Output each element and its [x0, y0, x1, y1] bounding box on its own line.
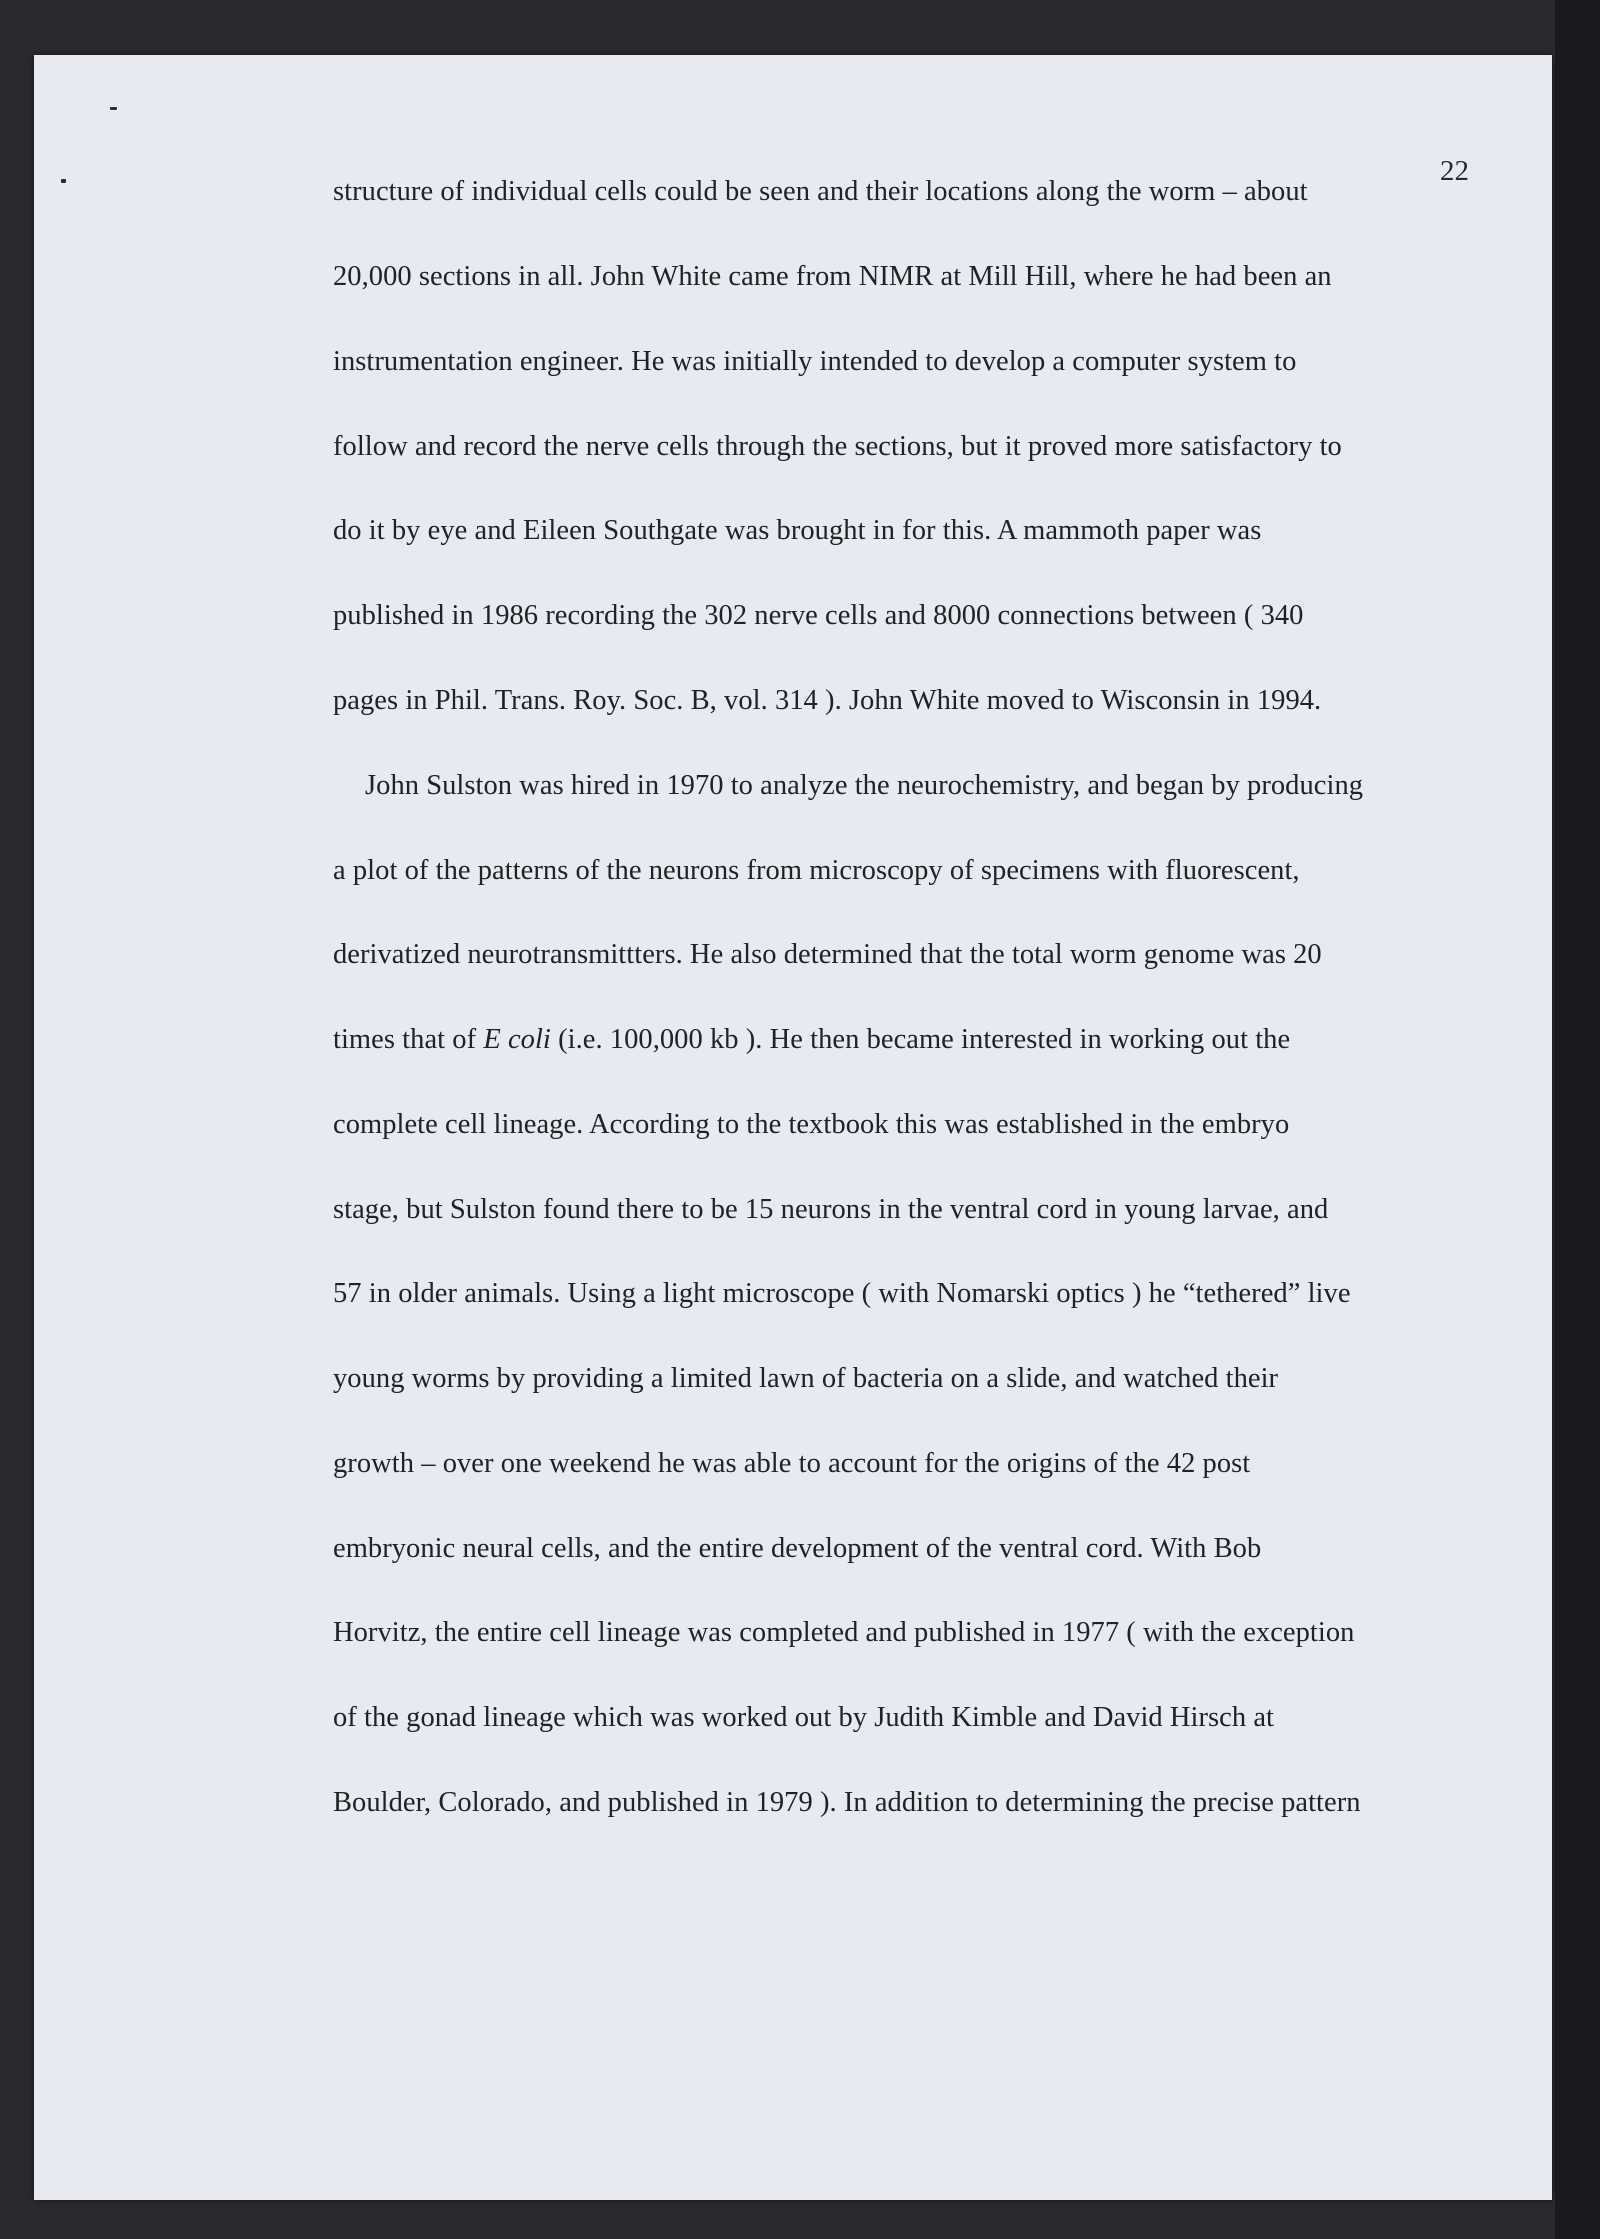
text-line-2: 20,000 sections in all. John White came from NIMR at Mill Hill, where he had been an [333, 261, 1332, 292]
text-line-17: embryonic neural cells, and the entire development of the ventral cord. With Bob [333, 1533, 1262, 1564]
text-line-14: 57 in older animals. Using a light microscope ( with Nomarski optics ) he “tethered” live [333, 1278, 1351, 1309]
text-line-13: stage, but Sulston found there to be 15 neurons in the ventral cord in young larvae, and [333, 1194, 1329, 1225]
text-line-5: do it by eye and Eileen Southgate was brought in for this. A mammoth paper was [333, 515, 1262, 546]
text-line-16: growth – over one weekend he was able to account for the origins of the 42 post [333, 1448, 1251, 1479]
text-line-11 [333, 1020, 1290, 1060]
text-line-4: follow and record the nerve cells through the sections, but it proved more satisfactory to [333, 431, 1342, 462]
page-number: 22 [1440, 155, 1469, 187]
text-line-1: structure of individual cells could be seen and their locations along the worm – about [333, 176, 1308, 207]
scan-backdrop [1555, 0, 1600, 2239]
text-line-10: derivatized neurotransmittters. He also determined that the total worm genome was 20 [333, 939, 1322, 970]
text-line-18: Horvitz, the entire cell lineage was completed and published in 1977 ( with the exception [333, 1617, 1355, 1648]
paper-speck [110, 107, 117, 110]
text-run: (i.e. 100,000 kb ). He then became interested in working out the [550, 1024, 1291, 1055]
text-line-8: John Sulston was hired in 1970 to analyze the neurochemistry, and began by producing [365, 770, 1364, 801]
species-name-italic: E coli [483, 1024, 551, 1055]
text-line-7: pages in Phil. Trans. Roy. Soc. B, vol. 314 ). John White moved to Wisconsin in 1994. [333, 685, 1322, 716]
text-line-9: a plot of the patterns of the neurons from microscopy of specimens with fluorescent, [333, 855, 1300, 886]
document-page [34, 55, 1552, 2200]
text-line-20: Boulder, Colorado, and published in 1979 ). In addition to determining the precise pattern [333, 1787, 1361, 1818]
text-line-6: published in 1986 recording the 302 nerve cells and 8000 connections between ( 340 [333, 600, 1304, 631]
text-line-12: complete cell lineage. According to the textbook this was established in the embryo [333, 1109, 1290, 1140]
paper-speck [61, 179, 66, 183]
text-line-3: instrumentation engineer. He was initially intended to develop a computer system to [333, 346, 1297, 377]
text-line-19: of the gonad lineage which was worked out by Judith Kimble and David Hirsch at [333, 1702, 1275, 1733]
text-run: times that of [333, 1024, 484, 1055]
text-line-15: young worms by providing a limited lawn of bacteria on a slide, and watched their [333, 1363, 1279, 1394]
